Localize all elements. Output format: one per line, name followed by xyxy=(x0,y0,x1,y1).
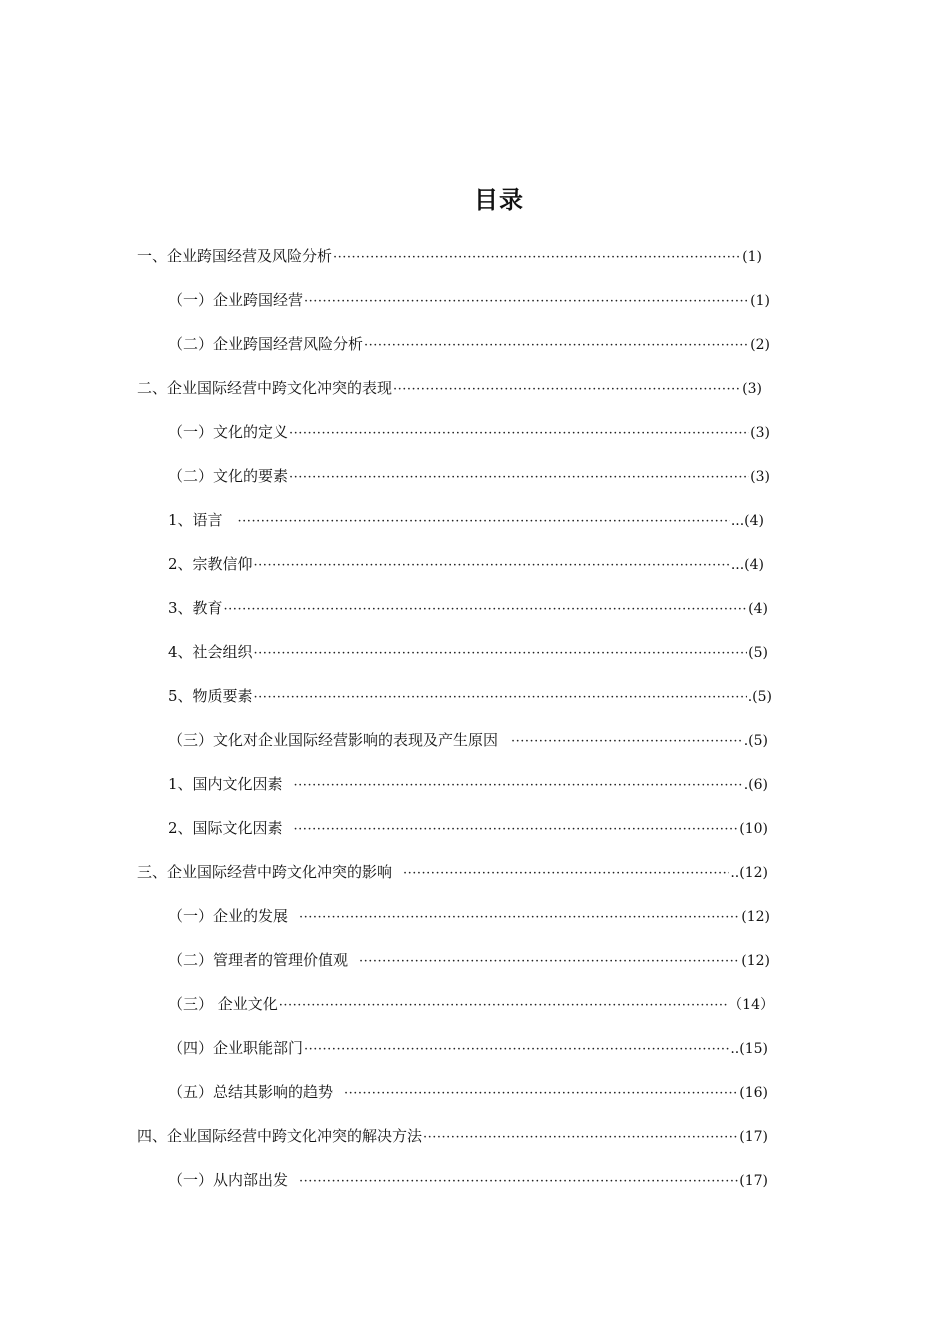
toc-entry-label: （三）文化对企业国际经营影响的表现及产生原因 xyxy=(168,731,499,749)
toc-leader-dots xyxy=(344,1080,738,1108)
toc-leader-dots xyxy=(511,728,743,756)
toc-entry[interactable] xyxy=(168,946,770,974)
toc-leader-dots xyxy=(393,376,741,404)
toc-leader-dots xyxy=(333,244,741,272)
toc-entry-label: 四、企业国际经营中跨文化冲突的解决方法 xyxy=(137,1127,423,1145)
toc-entry-page: .(5) xyxy=(747,689,772,705)
toc-entry-label: 3、教育 xyxy=(168,599,223,617)
toc-leader-dots xyxy=(289,420,749,448)
toc-leader-dots xyxy=(238,508,730,536)
toc-entry-page: (3) xyxy=(750,425,770,441)
toc-entry-label: 三、企业国际经营中跨文化冲突的影响 xyxy=(137,863,393,881)
toc-entry[interactable] xyxy=(137,1122,768,1150)
toc-leader-dots xyxy=(254,640,748,668)
toc-entry[interactable] xyxy=(168,594,768,622)
toc-leader-dots xyxy=(423,1124,738,1152)
toc-entry-label: （一）企业的发展 xyxy=(168,907,289,925)
toc-entry-label: 2、国际文化因素 xyxy=(168,819,283,837)
toc-entry-page: (12) xyxy=(741,953,770,969)
toc-entry-page: ...(4) xyxy=(730,557,764,573)
toc-entry-label: （五）总结其影响的趋势 xyxy=(168,1083,334,1101)
toc-leader-dots xyxy=(254,684,747,712)
toc-leader-dots xyxy=(299,904,740,932)
toc-leader-dots xyxy=(279,992,727,1020)
toc-title: 目录 xyxy=(474,186,524,214)
toc-entry-label: （一）文化的定义 xyxy=(168,423,289,441)
toc-entry-label: （一）企业跨国经营 xyxy=(168,291,304,309)
toc-entry[interactable] xyxy=(168,1034,768,1062)
toc-entry-page: .(6) xyxy=(743,777,768,793)
toc-leader-dots xyxy=(304,288,749,316)
toc-entry-page: ..(15) xyxy=(730,1041,768,1057)
toc-entry-label: （一）从内部出发 xyxy=(168,1171,289,1189)
toc-leader-dots xyxy=(304,1036,729,1064)
toc-entry[interactable] xyxy=(168,286,770,314)
toc-entry-label: 1、语言 xyxy=(168,511,223,529)
toc-entry-label: 4、社会组织 xyxy=(168,643,253,661)
toc-leader-dots xyxy=(224,596,748,624)
toc-entry-page: (12) xyxy=(741,909,770,925)
toc-leader-dots xyxy=(294,772,743,800)
toc-entry[interactable] xyxy=(168,814,768,842)
toc-entry[interactable] xyxy=(168,770,768,798)
toc-entry-label: 一、企业跨国经营及风险分析 xyxy=(137,247,333,265)
toc-entry[interactable] xyxy=(168,1166,768,1194)
toc-entry-page: (4) xyxy=(748,601,768,617)
toc-entry[interactable] xyxy=(168,462,770,490)
toc-entry-page: (3) xyxy=(742,381,762,397)
toc-entry-label: （三） 企业文化 xyxy=(168,995,278,1013)
toc-entry-page: (17) xyxy=(739,1173,768,1189)
toc-leader-dots xyxy=(289,464,749,492)
toc-leader-dots xyxy=(364,332,749,360)
toc-entry-label: 二、企业国际经营中跨文化冲突的表现 xyxy=(137,379,393,397)
toc-entry-label: （二）文化的要素 xyxy=(168,467,289,485)
toc-leader-dots xyxy=(294,816,739,844)
toc-entry-page: ...(4) xyxy=(730,513,764,529)
toc-entry[interactable] xyxy=(168,1078,768,1106)
toc-entry-page: (2) xyxy=(750,337,770,353)
toc-entry[interactable] xyxy=(168,682,772,710)
toc-entry[interactable] xyxy=(168,990,774,1018)
toc-leader-dots xyxy=(254,552,730,580)
toc-entry-page: (1) xyxy=(742,249,762,265)
toc-entry[interactable] xyxy=(168,330,770,358)
toc-entry[interactable] xyxy=(168,638,768,666)
toc-leader-dots xyxy=(403,860,729,888)
toc-leader-dots xyxy=(359,948,740,976)
toc-entry-label: 5、物质要素 xyxy=(168,687,253,705)
toc-entry-page: .(5) xyxy=(743,733,768,749)
toc-leader-dots xyxy=(299,1168,738,1196)
toc-entry[interactable] xyxy=(168,902,770,930)
toc-entry-label: （四）企业职能部门 xyxy=(168,1039,304,1057)
toc-entry[interactable] xyxy=(168,506,764,534)
toc-entry-page: (10) xyxy=(739,821,768,837)
toc-entry[interactable] xyxy=(137,858,768,886)
toc-entry-page: (1) xyxy=(750,293,770,309)
toc-entry-page: (17) xyxy=(739,1129,768,1145)
toc-entry[interactable] xyxy=(168,550,764,578)
toc-entry-page: ..(12) xyxy=(730,865,768,881)
toc-entry[interactable] xyxy=(168,418,770,446)
toc-entry-page: （14） xyxy=(728,997,774,1013)
toc-entry[interactable] xyxy=(137,374,762,402)
toc-entry-label: 2、宗教信仰 xyxy=(168,555,253,573)
toc-entry-label: （二）管理者的管理价值观 xyxy=(168,951,349,969)
toc-entry[interactable] xyxy=(168,726,768,754)
toc-entry[interactable] xyxy=(137,242,762,270)
toc-entry-label: 1、国内文化因素 xyxy=(168,775,283,793)
toc-entry-label: （二）企业跨国经营风险分析 xyxy=(168,335,364,353)
toc-entry-page: (16) xyxy=(739,1085,768,1101)
toc-entry-page: (5) xyxy=(748,645,768,661)
toc-entry-page: (3) xyxy=(750,469,770,485)
